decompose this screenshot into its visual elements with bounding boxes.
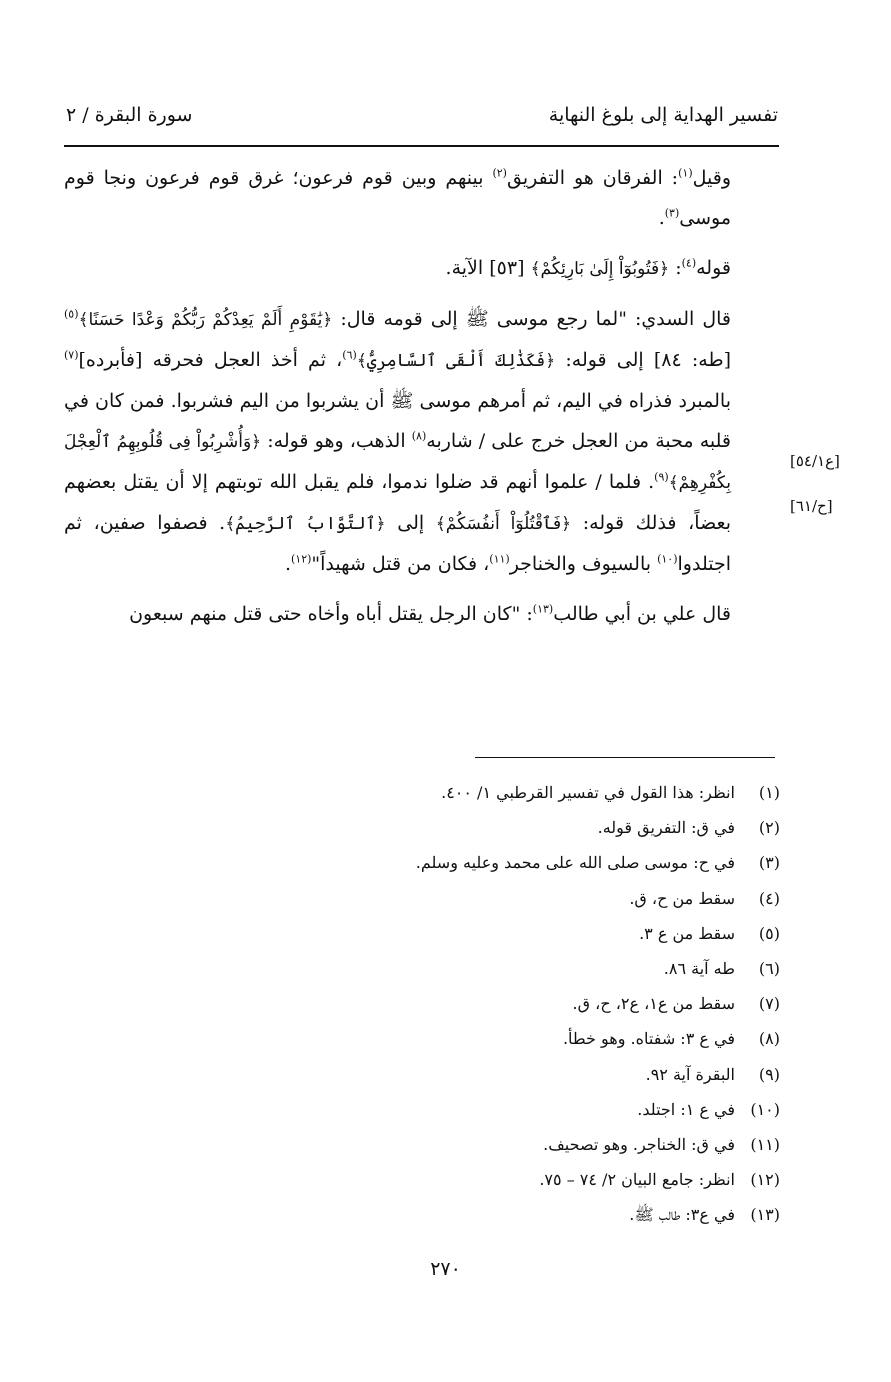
paragraph [64, 594, 779, 634]
text-run: ، ثم أخذ العجل فحرقه [فأبرده] [78, 349, 343, 371]
paragraph [64, 299, 779, 584]
footnote-number: (١٢) [750, 1170, 780, 1190]
text-run: وقيل [692, 167, 731, 189]
footnote-item [360, 986, 780, 1021]
main-text [64, 158, 779, 644]
footnote-item [360, 1197, 780, 1232]
footnote-number: (١١) [750, 1134, 780, 1154]
footnote-number: (١) [758, 783, 780, 802]
footnote-text: في ع ١: اجتلد. [637, 1099, 735, 1119]
footnote-number: (٢) [758, 818, 780, 838]
text-run: [٥٣] الآية. [445, 257, 531, 279]
footnote-ref[interactable]: (٢) [492, 166, 507, 180]
footnote-text: في ع٣: طالب ﷺ. [629, 1205, 735, 1225]
text-run: الذهب، وهو قوله: [261, 430, 412, 452]
footnote-ref[interactable]: (٦) [342, 348, 357, 362]
footnote-item [360, 881, 780, 916]
quran-verse: ﴿فَكَذَٰلِكَ أَلْقَى ٱلسَّامِرِيُّ﴾ [356, 351, 556, 371]
footnote-ref[interactable]: (١٢) [290, 552, 312, 566]
footnote-number: (٩) [758, 1064, 780, 1084]
footnote-text: انظر: جامع البيان ٢/ ٧٤ – ٧٥. [539, 1170, 735, 1190]
footnote-item [360, 810, 780, 845]
text-run: قال علي بن أبي طالب [553, 603, 731, 625]
footnote-text: سقط من ع١، ع٢، ح، ق. [572, 994, 735, 1014]
footnote-ref[interactable]: (١٣) [532, 602, 554, 616]
footnote-text: البقرة آية ٩٢. [645, 1064, 735, 1084]
footnote-number: (٧) [758, 994, 780, 1014]
footnote-ref[interactable]: (٨) [411, 429, 427, 443]
footnote-number: (١٠) [750, 1099, 780, 1119]
text-run: بالسيوف والخناجر [509, 553, 658, 575]
quran-verse: ﴿فَٱقْتُلُوٓاْ أَنفُسَكُمْ﴾ [435, 514, 572, 534]
footnote-text: في ع ٣: شفتاه. وهو خطأ. [562, 1029, 735, 1049]
text-run: [طه: ٨٤] إلى قوله: [555, 349, 732, 371]
header-book-title: تفسير الهداية إلى بلوغ النهاية [548, 104, 778, 126]
text-run: بالمبرد فذراه في اليم، ثم أمرهم موسى ﷺ أن يشربوا من اليم فشربوا. فمن كان في قلبه محبة من العجل خرج على / شاربه [64, 390, 732, 452]
footnote-item [360, 916, 780, 951]
footnote-text: طه آية ٨٦. [663, 958, 735, 978]
header-divider [64, 145, 779, 147]
footnote-item [360, 1021, 780, 1056]
footnote-text: سقط من ع ٣. [639, 923, 735, 943]
footnote-item [360, 1162, 780, 1197]
footnote-item [360, 845, 780, 880]
text-run: : [669, 257, 682, 279]
footnote-ref[interactable]: (٧) [64, 348, 79, 362]
quran-verse: ﴿فَتُوبُوٓاْ إِلَىٰ بَارِئِكُمْ﴾ [530, 259, 670, 279]
footnote-ref[interactable]: (٥) [64, 307, 79, 321]
text-run: قوله [696, 257, 731, 279]
page-number: ٢٧٠ [430, 1258, 461, 1280]
text-run: إلى [385, 512, 436, 534]
text-run: . [658, 207, 665, 229]
margin-note-manuscript-a: [ع٥٤/١] [790, 452, 840, 470]
footnote-number: (٨) [758, 1029, 780, 1049]
footnote-ref[interactable]: (١) [678, 166, 693, 180]
quran-verse: ﴿يَٰقَوْمِ أَلَمْ يَعِدْكُمْ رَبُّكُمْ وَعْدًا حَسَنًا﴾ [78, 310, 333, 330]
footnote-text: في ق: الخناجر. وهو تصحيف. [543, 1134, 735, 1154]
footnote-ref[interactable]: (٤) [681, 256, 697, 270]
footnote-text: في ح: موسى صلى الله على محمد وعليه وسلم. [415, 853, 735, 873]
footnotes-list [360, 775, 780, 1232]
footnote-text: سقط من ح، ق. [629, 888, 735, 908]
quran-verse: ﴿وَأُشْرِبُواْ فِى قُلُوبِهِمُ ٱلْعِجْلَ بِكُفْرِهِمْ﴾ [64, 432, 731, 493]
footnote-item [360, 1127, 780, 1162]
text-run: ، فكان من قتل شهيداً" [311, 553, 490, 575]
footnote-ref[interactable]: (١١) [489, 552, 510, 566]
paragraph [64, 158, 779, 238]
running-header [60, 98, 780, 138]
text-run: . فصفوا صفين، ثم اجتلدوا [64, 512, 731, 575]
footnote-ref[interactable]: (٩) [654, 470, 669, 484]
text-run: بينهم وبين قوم فرعون؛ غرق قوم فرعون ونجا قوم موسى [64, 167, 731, 229]
footnote-number: (٥) [758, 923, 780, 943]
footnote-item [360, 951, 780, 986]
footnote-item [360, 775, 780, 810]
header-surah: سورة البقرة / ٢ [66, 104, 193, 126]
footnote-item [360, 1057, 780, 1092]
text-run: . [284, 553, 291, 575]
quran-verse: ﴿ٱلتَّوَّابُ ٱلرَّحِيمُ﴾ [225, 514, 386, 534]
margin-note-manuscript-h: [ح/٦١] [790, 497, 833, 515]
footnote-ref[interactable]: (٣) [664, 206, 680, 220]
footnote-item [360, 1092, 780, 1127]
footnote-number: (٣) [758, 853, 780, 873]
footnote-ref[interactable]: (١٠) [657, 552, 678, 566]
text-run: : الفرقان هو التفريق [506, 167, 679, 189]
footnote-text: في ق: التفريق قوله. [597, 818, 735, 838]
text-run: . فلما / علموا أنهم قد ضلوا ندموا، فلم يقبل الله توبتهم إلا أن يقتل بعضهم بعضاً، فذلك قوله: [64, 471, 731, 534]
text-run: قال السدي: "لما رجع موسى ﷺ إلى قومه قال: [332, 308, 731, 330]
footnote-divider [475, 757, 775, 758]
text-run: : "كان الرجل يقتل أباه وأخاه حتى قتل منهم سبعون [129, 603, 533, 625]
footnote-number: (٦) [758, 958, 780, 978]
paragraph [64, 248, 779, 289]
footnote-number: (١٣) [750, 1205, 780, 1225]
footnote-text: انظر: هذا القول في تفسير القرطبي ١/ ٤٠٠. [441, 783, 735, 802]
footnote-number: (٤) [758, 888, 780, 908]
